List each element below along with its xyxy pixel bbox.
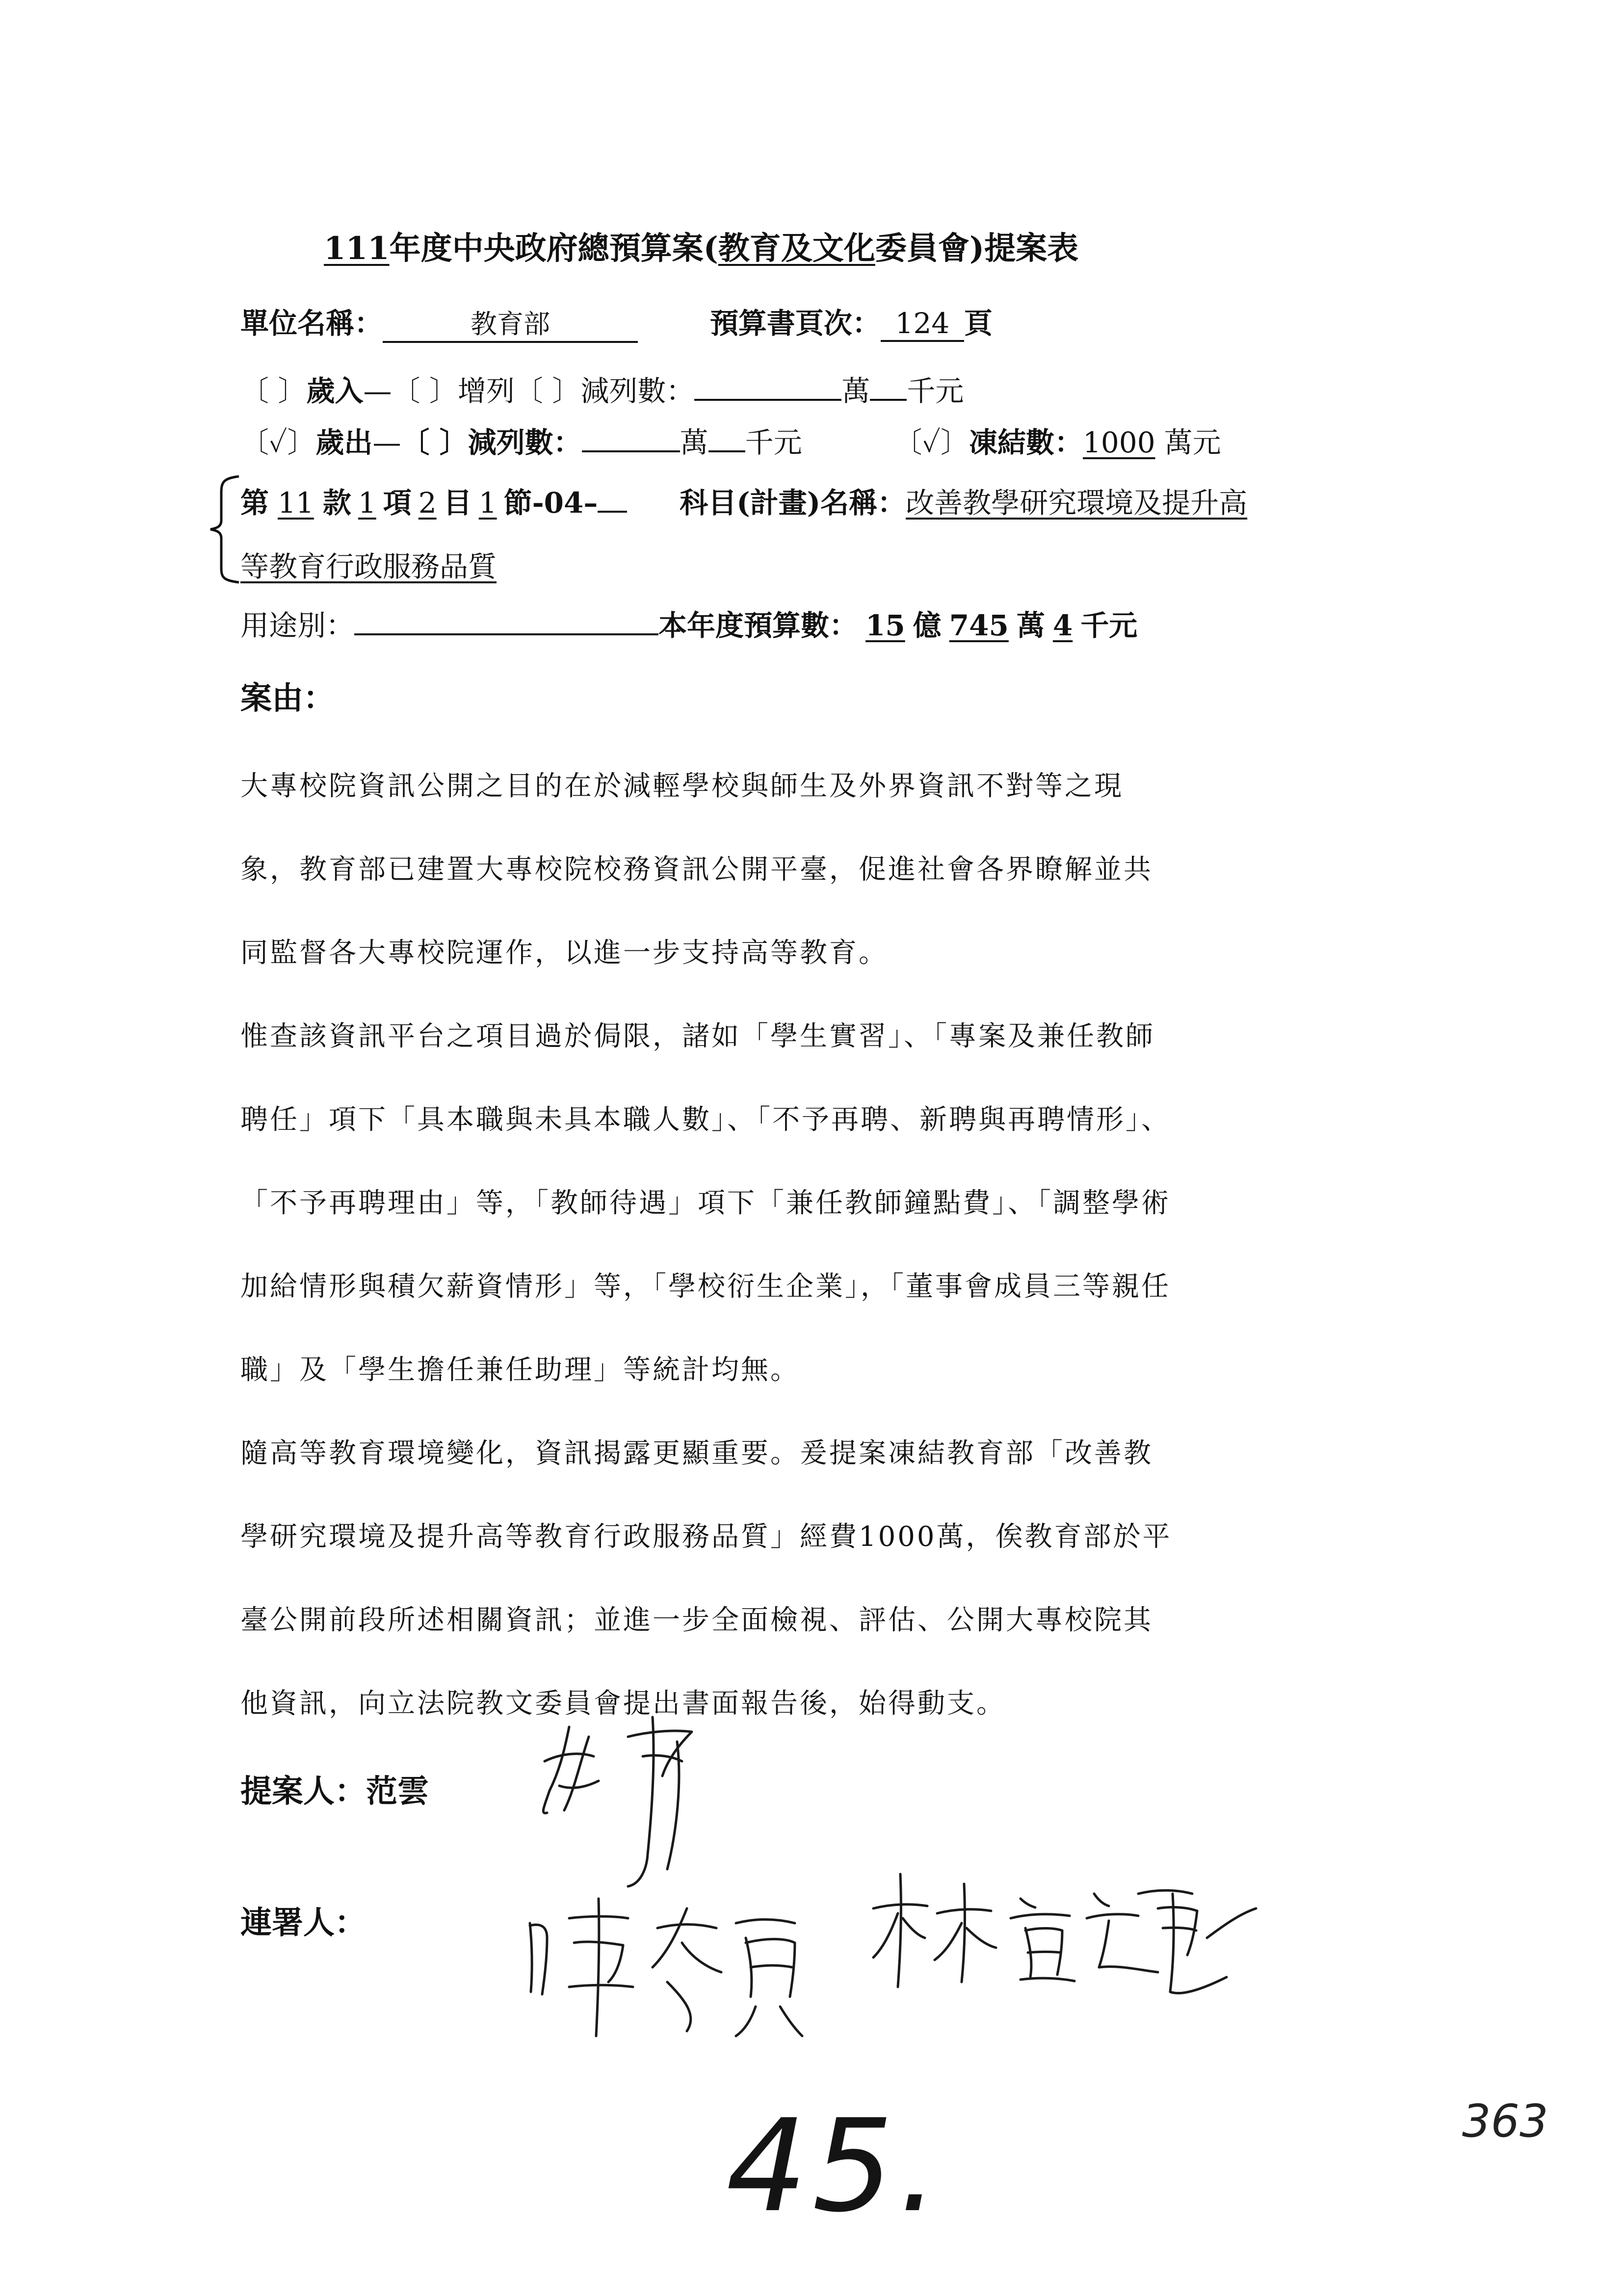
usage-row <box>240 602 1137 644</box>
expense-qianyuan: 千元 <box>745 426 802 459</box>
proposer-name: 范雲 <box>366 1773 429 1810</box>
expense-wan-blank <box>582 450 680 452</box>
subject-line-2: 等教育行政服務品質 <box>240 550 497 583</box>
revenue-increase[interactable]: 〔 〕增列 <box>392 374 515 408</box>
unit-value: 教育部 <box>383 303 638 343</box>
revenue-checkbox[interactable]: 〔 〕 <box>240 374 307 408</box>
cosigner-signature-1 <box>520 1889 824 2051</box>
item-row <box>240 480 1247 521</box>
budget-wan: 萬 <box>1016 609 1045 642</box>
item-di: 第 <box>240 486 269 520</box>
page-ref-label: 預算書頁次： <box>709 307 881 340</box>
freeze-value: 1000 <box>1082 426 1155 459</box>
budget-label: 本年度預算數： <box>658 609 858 642</box>
reason-heading: 案由： <box>240 680 335 717</box>
title-year: 111 <box>324 230 390 267</box>
revenue-qianyuan: 千元 <box>907 374 964 408</box>
reason-line: 學研究環境及提升高等教育行政服務品質」經費1000萬，俟教育部於平 <box>240 1521 1172 1553</box>
item-mu: 2 <box>418 486 437 520</box>
item-jie-blank <box>598 510 627 513</box>
subject-line-1: 改善教學研究環境及提升高 <box>906 486 1248 520</box>
item-kuan-label: 款 <box>322 486 351 520</box>
revenue-row <box>240 368 964 409</box>
usage-blank <box>354 633 658 635</box>
reason-line: 他資訊，向立法院教文委員會提出書面報告後，始得動支。 <box>240 1688 1006 1720</box>
reason-line: 隨高等教育環境變化，資訊揭露更顯重要。爰提案凍結教育部「改善教 <box>240 1437 1153 1469</box>
proposer-label: 提案人： <box>240 1773 366 1810</box>
page-number: 363 <box>1462 2095 1548 2147</box>
usage-label: 用途別： <box>240 609 355 642</box>
item-bracket <box>209 473 243 584</box>
reason-line: 象，教育部已建置大專校院校務資訊公開平臺，促進社會各界瞭解並共 <box>240 854 1153 886</box>
unit-row <box>240 300 993 343</box>
freeze-checkbox[interactable]: 〔✓〕 <box>893 426 969 459</box>
page-ref-value: 124 <box>881 307 964 342</box>
reason-line: 臺公開前段所述相關資訊；並進一步全面檢視、評估、公開大專校院其 <box>240 1604 1153 1636</box>
revenue-decrease[interactable]: 〔 〕減列數： <box>514 374 695 408</box>
reason-line: 大專校院資訊公開之目的在於減輕學校與師生及外界資訊不對等之現 <box>240 770 1124 802</box>
proposer-signature <box>530 1707 736 1904</box>
budget-yi-value: 15 <box>865 609 905 642</box>
expense-dash: — <box>372 426 401 459</box>
expense-decrease[interactable]: 〔 〕減列數： <box>401 426 582 459</box>
freeze-label: 凍結數： <box>969 426 1083 459</box>
expense-wan: 萬 <box>680 426 708 459</box>
budget-yi: 億 <box>913 609 942 642</box>
item-jie: 1 <box>478 486 497 520</box>
title-text-b: 委員會)提案表 <box>875 230 1079 267</box>
cosigners-label: 連署人： <box>240 1905 366 1941</box>
page-title <box>324 223 1078 268</box>
reason-line: 同監督各大專校院運作，以進一步支持高等教育。 <box>240 937 888 969</box>
subject-row-2 <box>240 544 497 585</box>
item-jie-label: 節-04– <box>503 486 598 520</box>
freeze-unit: 萬元 <box>1164 426 1221 459</box>
handwritten-number: 45. <box>726 2092 944 2241</box>
item-kuan: 11 <box>278 486 314 520</box>
reason-line: 惟查該資訊平台之項目過於侷限，諸如「學生實習」、「專案及兼任教師 <box>240 1020 1155 1052</box>
expense-qian-blank <box>708 450 745 452</box>
cosigner-signature-2 <box>864 1864 1266 2011</box>
reason-line: 職」及「學生擔任兼任助理」等統計均無。 <box>240 1354 800 1386</box>
proposer-row <box>240 1766 429 1811</box>
revenue-label: 歲入 <box>306 374 364 408</box>
item-mu-label: 目 <box>443 486 472 520</box>
reason-line: 聘任」項下「具本職與未具本職人數」、「不予再聘、新聘與再聘情形」、 <box>240 1104 1171 1136</box>
budget-wan-value: 745 <box>949 609 1009 642</box>
reason-line: 「不予再聘理由」等，「教師待遇」項下「兼任教師鐘點費」、「調整學術 <box>240 1187 1171 1219</box>
budget-qian-value: 4 <box>1052 609 1073 642</box>
expense-row <box>240 419 1221 461</box>
revenue-wan: 萬 <box>841 374 870 408</box>
subject-label: 科目(計畫)名稱： <box>680 486 906 520</box>
budget-qian: 千元 <box>1080 609 1138 642</box>
title-text-a: 年度中央政府總預算案( <box>389 230 718 267</box>
item-xiang-label: 項 <box>383 486 412 520</box>
expense-label: 歲出 <box>315 426 373 459</box>
revenue-qian-blank <box>870 398 907 401</box>
reason-line: 加給情形與積欠薪資情形」等，「學校衍生企業」，「董事會成員三等親任 <box>240 1271 1171 1303</box>
page-ref-unit: 頁 <box>964 307 993 340</box>
item-xiang: 1 <box>358 486 376 520</box>
revenue-wan-blank <box>694 398 841 401</box>
expense-checkbox[interactable]: 〔✓〕 <box>240 426 316 459</box>
revenue-dash: — <box>363 374 392 408</box>
title-committee: 教育及文化 <box>718 230 875 267</box>
unit-label: 單位名稱： <box>240 307 383 340</box>
